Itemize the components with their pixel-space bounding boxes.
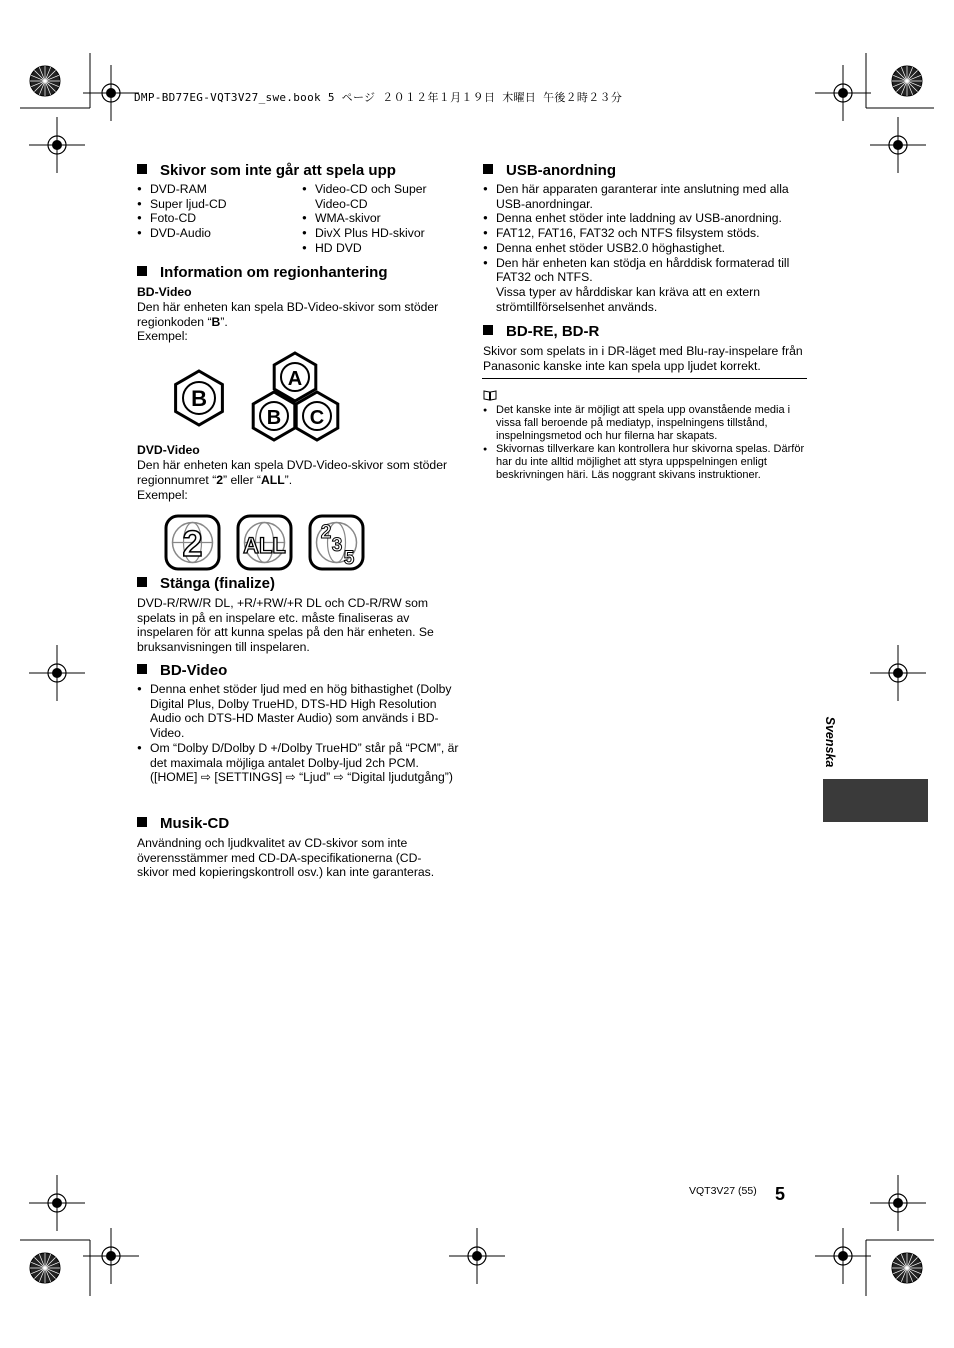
list-item: ● Den här enheten kan stödja en hårddisk formaterad till FAT32 och NTFS. Vissa typer av hårddiskar kan kräva att en extern strömtillförselsenhet används. [483,256,808,315]
dvd-region-2-logo [166,516,219,569]
musik-cd-text: Användning och ljudkvalitet av CD-skivor som inte överensstämmer med CD-DA-specifikationerna (CD-skivor med kopieringskontroll osv.) kan inte garanteras. [137,836,435,880]
list-item: ● FAT12, FAT16, FAT32 och NTFS filsystem stöds. [483,226,808,241]
list-item: ● Video-CD och Super Video-CD [302,182,452,211]
list-item: ● Super ljud-CD [137,197,302,212]
svg-text:2: 2 [320,522,332,543]
dvd-region-all-logo [238,516,291,569]
heading-bd-re: BD-RE, BD-R [483,323,599,340]
svg-text:3: 3 [331,535,343,556]
dvd-example-label: Exempel: [137,488,188,502]
svg-text:C: C [309,407,325,429]
list-item: ● DVD-RAM [137,182,302,197]
usb-list [483,182,808,314]
dvd-region-logos [164,514,369,574]
bd-re-text: Skivor som spelats in i DR-läget med Blu-ray-inspelare från Panasonic kanske inte kan spela upp ljudet korrekt. [483,344,803,373]
list-item: ● DivX Plus HD-skivor [302,226,452,241]
list-item: ● Denna enhet stöder ljud med en hög bithastighet (Dolby Digital Plus, Dolby TrueHD, DTS-HD High Resolution Audio och DTS-HD Master Audio) som används i BD-Video. [137,682,462,741]
list-item: ● Skivornas tillverkare kan kontrollera hur skivorna spelas. Därför har du inte alltid möjlighet att styra uppspelningen enligt beskrivningen häri. Läs noggrant skivans instruktioner. [483,443,808,482]
book-icon [483,390,497,401]
dvd-region-multi-logo [310,516,363,569]
notes-list [483,404,808,482]
svg-text:B: B [191,386,207,411]
heading-bd-video: BD-Video [137,662,227,679]
list-item: ● DVD-Audio [137,226,302,241]
page-number: 5 [775,1184,786,1204]
bd-video-subheading: BD-Video [137,285,192,299]
list-item: ● HD DVD [302,241,452,256]
heading-region: Information om regionhantering [137,264,388,281]
bd-region-b-logo [176,371,223,425]
heading-finalize: Stänga (finalize) [137,575,275,592]
notes-divider [482,378,807,379]
list-item: ● Denna enhet stöder inte laddning av USB-anordning. [483,211,808,226]
list-item: ● Det kanske inte är möjligt att spela upp ovanstående media i vissa fall beroende på mediatyp, inspelningens tillstånd, inspelningsmetod och hur filerna har skapats. [483,404,808,443]
svg-text:B: B [266,407,282,429]
svg-text:A: A [287,368,303,390]
svg-text:ALL: ALL [243,533,286,558]
bd-example-label: Exempel: [137,329,188,343]
heading-unplayable: Skivor som inte går att spela upp [137,162,396,179]
bd-region-abc-logo [253,353,338,440]
list-item: ● Den här apparaten garanterar inte anslutning med alla USB-anordningar. [483,182,808,211]
bd-region-logos [170,350,350,445]
unplayable-list-col2 [302,182,452,256]
language-tab [823,779,928,822]
heading-usb: USB-anordning [483,162,616,179]
unplayable-list-col1 [137,182,302,241]
bd-region-text: Den här enheten kan spela BD-Video-skivor som stöder regionkoden “B”. [137,300,439,329]
file-header: DMP-BD77EG-VQT3V27_swe.book 5 ページ ２０１２年１月１９日 木曜日 午後２時２３分 [134,91,623,104]
svg-text:5: 5 [343,548,355,569]
bd-video-list [137,682,462,785]
list-item: ● Foto-CD [137,211,302,226]
dvd-region-text: Den här enheten kan spela DVD-Video-skivor som stöder regionnumret “2” eller “ALL”. [137,458,448,487]
list-item: ● Om “Dolby D/Dolby D +/Dolby TrueHD” står på “PCM”, är det maximala möjliga antalet Dolby-ljud 2ch PCM. ([HOME] ⇨ [SETTINGS] ⇨ “Ljud” ⇨ “Digital ljudutgång”) [137,741,462,785]
finalize-text: DVD-R/RW/R DL, +R/+RW/+R DL och CD-R/RW som spelats in på en inspelare etc. måste finaliseras av inspelaren för att kunna spelas på den här enheten. Se bruksanvisningen till inspelaren. [137,596,434,655]
svg-text:2: 2 [182,523,203,564]
document-code: VQT3V27 (55) [689,1185,757,1197]
dvd-video-subheading: DVD-Video [137,443,200,457]
language-label: Svenska [823,716,837,768]
list-item: ● Denna enhet stöder USB2.0 höghastighet. [483,241,808,256]
heading-musik-cd: Musik-CD [137,815,229,832]
list-item: ● WMA-skivor [302,211,452,226]
usb-item-note: Vissa typer av hårddiskar kan kräva att en extern strömtillförselsenhet används. [496,284,760,314]
